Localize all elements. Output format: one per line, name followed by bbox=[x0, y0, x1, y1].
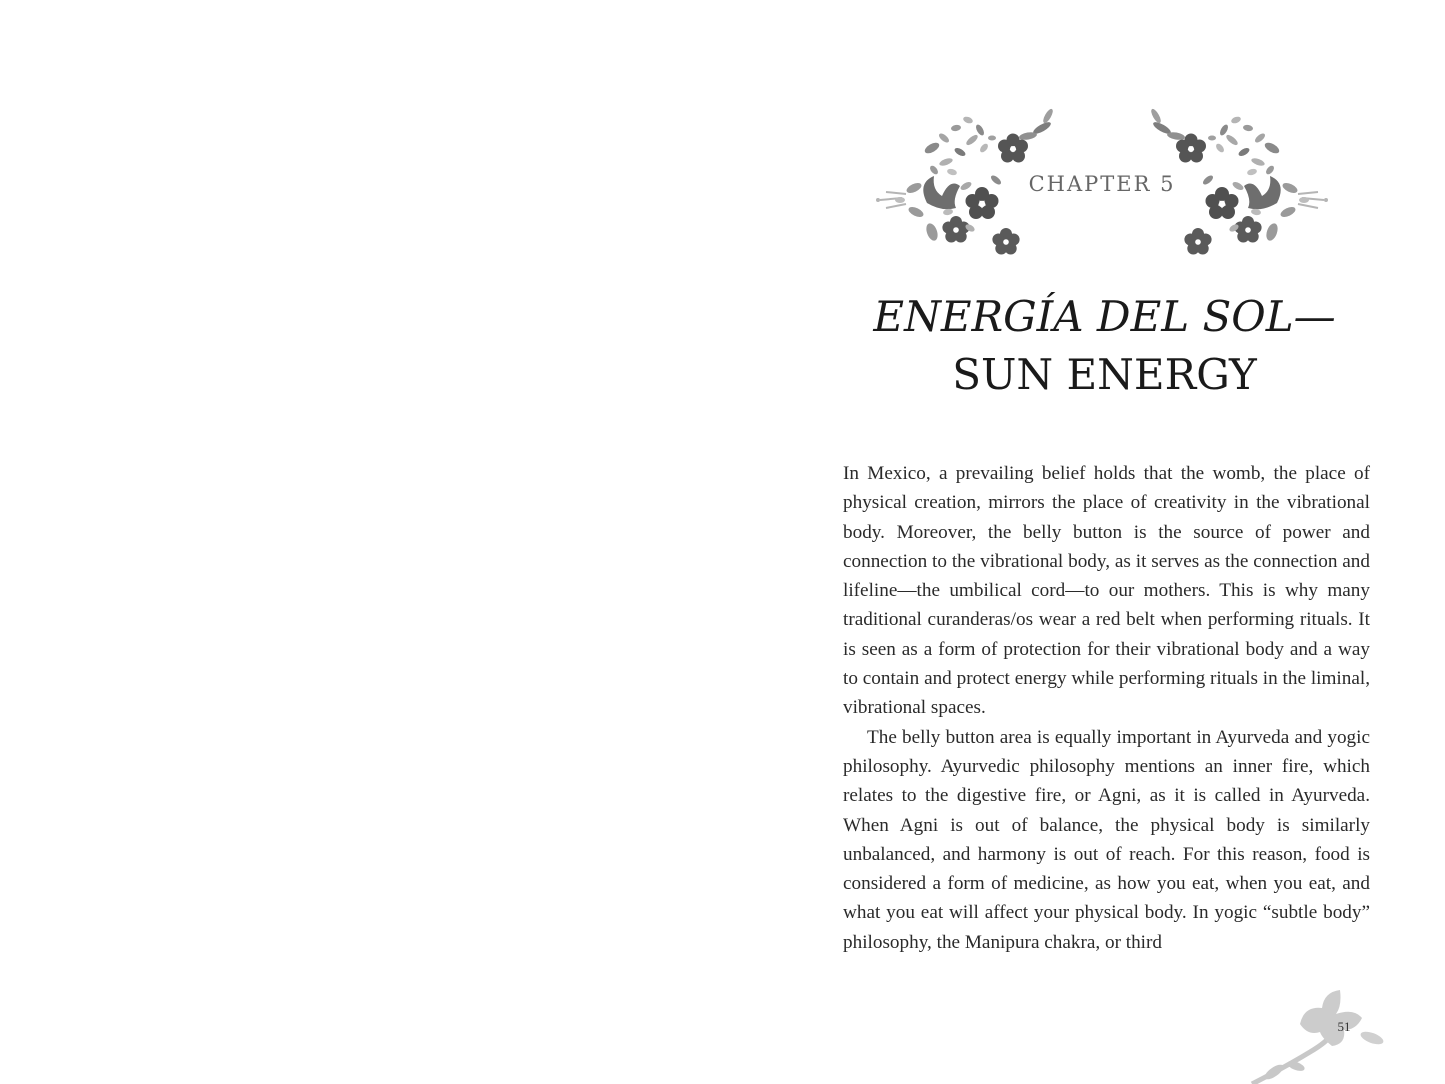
chapter-title-english: SUN ENERGY bbox=[952, 350, 1257, 399]
floral-spray-icon bbox=[1132, 108, 1332, 263]
chapter-title bbox=[822, 288, 1387, 404]
chapter-header bbox=[872, 108, 1332, 263]
chapter-title-spanish: ENERGÍA DEL SOL— bbox=[873, 292, 1336, 341]
chapter-label: CHAPTER 5 bbox=[1028, 172, 1176, 196]
flower-branch-icon bbox=[1232, 986, 1402, 1084]
left-page-blank bbox=[0, 0, 722, 1084]
body-text bbox=[843, 459, 1370, 957]
paragraph-1: In Mexico, a prevailing belief holds that the womb, the place of physical creation, mirrors the place of creativity in the vibrational body. Moreover, the belly button is the source of power and connection to the vibrational body, as it serves as the connection and lifeline—the umbilical cord—to our mothers. This is why many traditional curanderas/os wear a red belt when performing rituals. It is seen as a form of protection for their vibrational body and a way to contain and protect energy while performing rituals in the liminal, vibrational spaces. bbox=[843, 463, 1370, 719]
page-number: 51 bbox=[1337, 1019, 1351, 1034]
right-page bbox=[722, 0, 1445, 1084]
paragraph-2: The belly button area is equally important in Ayurveda and yogic philosophy. Ayurvedic philosophy mentions an inner fire, which relates to the digestive fire, or Agni, as it is called in Ayurveda. When Agni is out of balance, the physical body is similarly unbalanced, and harmony is out of reach. For this reason, food is considered a form of medicine, as how you eat, when you eat, and what you eat will affect your physical body. In yogic “subtle body” philosophy, the Manipura chakra, or third bbox=[843, 726, 1370, 953]
